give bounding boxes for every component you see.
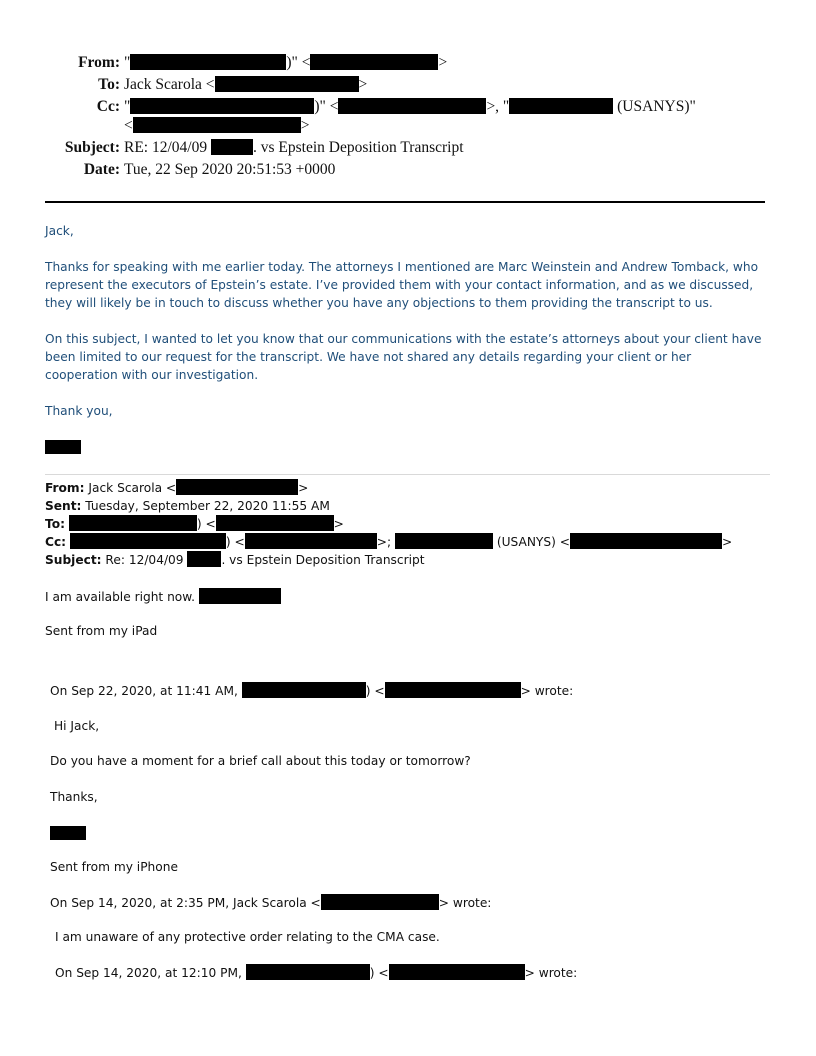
quoted-from-value: Jack Scarola <	[88, 481, 177, 495]
body-greeting: Jack,	[45, 224, 74, 238]
quoted-cc-mid2: >;	[376, 535, 392, 549]
quoted4-intro-mid: ) <	[369, 966, 389, 980]
signature-redaction	[45, 440, 81, 454]
quoted-from-row	[45, 479, 308, 497]
cc-usanys: (USANYS)"	[617, 98, 696, 115]
quoted3-intro-post: > wrote:	[438, 896, 492, 910]
quoted4-intro	[55, 964, 577, 982]
quoted-to-row	[45, 515, 344, 533]
to-name: Jack Scarola <	[124, 76, 215, 93]
subject-pre: RE: 12/04/09	[124, 139, 208, 156]
body-paragraph-2: On this subject, I wanted to let you know that our communications with the estate’s attorneys about your client have been limited to our request for the transcript. We have not shared any details regarding your client or her cooperation with our investigation.	[45, 332, 762, 382]
subject-post: . vs Epstein Deposition Transcript	[252, 139, 464, 156]
header-date-value: Tue, 22 Sep 2020 20:51:53 +0000	[124, 161, 336, 178]
cc-mid1: )" <	[314, 98, 339, 115]
quoted2-signature-redaction	[50, 826, 86, 840]
redaction	[310, 54, 438, 70]
redaction	[246, 964, 370, 980]
quoted4-intro-post: > wrote:	[524, 966, 578, 980]
quoted1-signature: Sent from my iPad	[45, 624, 158, 638]
quoted3-intro-pre: On Sep 14, 2020, at 2:35 PM, Jack Scarola <	[50, 896, 321, 910]
quoted-to-label: To:	[45, 517, 65, 531]
quoted-to-suffix: >	[333, 517, 344, 531]
redaction	[389, 964, 525, 980]
from-mid: )" <	[286, 54, 311, 71]
quoted-subject-row	[45, 551, 425, 569]
cc-mid2: >, "	[486, 98, 510, 115]
quoted-subject-pre: Re: 12/04/09	[105, 553, 184, 567]
quoted3-body: I am unaware of any protective order relating to the CMA case.	[55, 930, 440, 944]
redaction	[187, 551, 221, 567]
header-subject-label: Subject:	[64, 139, 120, 156]
quoted4-intro-pre: On Sep 14, 2020, at 12:10 PM,	[55, 966, 242, 980]
header-divider	[45, 201, 765, 203]
header-to-value	[124, 76, 367, 94]
redaction	[395, 533, 493, 549]
redaction	[69, 515, 197, 531]
quoted-subject-post: . vs Epstein Deposition Transcript	[221, 553, 425, 567]
quoted-cc-row	[45, 533, 732, 551]
redaction	[70, 533, 226, 549]
redaction	[385, 682, 521, 698]
body-paragraph-1: Thanks for speaking with me earlier today. The attorneys I mentioned are Marc Weinstein and Andrew Tomback, who represent the executors of Epstein’s estate. I’ve provided them with your contact information, and as we discussed, they will likely be in touch to discuss whether you have any objections to them providing the transcript to us.	[45, 260, 759, 310]
quoted-cc-suffix: >	[721, 535, 733, 549]
quoted1-body: I am available right now.	[45, 590, 195, 604]
header-to-label: To:	[98, 76, 120, 93]
cc-quote: "	[124, 98, 131, 115]
redaction	[130, 98, 314, 114]
quoted-divider	[45, 474, 770, 475]
quoted2-intro	[50, 682, 573, 700]
quoted-cc-mid: ) <	[225, 535, 245, 549]
header-cc-value	[124, 98, 696, 116]
header-from-value	[124, 54, 447, 72]
redaction	[176, 479, 298, 495]
redaction	[211, 139, 253, 155]
from-quote: "	[124, 54, 131, 71]
quoted2-thanks: Thanks,	[50, 790, 98, 804]
quoted3-intro	[50, 894, 491, 912]
redaction	[242, 682, 366, 698]
quoted-sent-label: Sent:	[45, 499, 82, 513]
header-date-label: Date:	[83, 161, 120, 178]
redaction	[321, 894, 439, 910]
from-suffix: >	[438, 54, 448, 71]
header-cc-label: Cc:	[96, 98, 120, 115]
redaction	[133, 117, 301, 133]
quoted-from-suffix: >	[298, 481, 309, 495]
redaction	[216, 515, 334, 531]
quoted2-intro-mid: ) <	[365, 684, 385, 698]
body-closing: Thank you,	[45, 404, 113, 418]
quoted2-intro-post: > wrote:	[520, 684, 574, 698]
to-suffix: >	[358, 76, 368, 93]
redaction	[509, 98, 613, 114]
redaction	[130, 54, 286, 70]
quoted-from-label: From:	[45, 481, 85, 495]
quoted-cc-label: Cc:	[45, 535, 67, 549]
quoted2-greeting: Hi Jack,	[54, 719, 100, 733]
quoted2-signature: Sent from my iPhone	[50, 860, 178, 874]
header-cc-value2	[124, 117, 310, 135]
quoted2-intro-pre: On Sep 22, 2020, at 11:41 AM,	[50, 684, 238, 698]
quoted2-question: Do you have a moment for a brief call about this today or tomorrow?	[50, 754, 471, 768]
header-from-label: From:	[78, 54, 120, 71]
quoted-cc-usanys: (USANYS) <	[496, 535, 570, 549]
quoted-to-mid: ) <	[196, 517, 216, 531]
redaction	[570, 533, 722, 549]
quoted-sent-row	[45, 497, 330, 515]
quoted1-body-row	[45, 588, 281, 606]
redaction	[338, 98, 486, 114]
header-subject-value	[124, 139, 464, 157]
cc2-suffix: >	[300, 117, 310, 134]
redaction	[245, 533, 377, 549]
quoted-sent-value: Tuesday, September 22, 2020 11:55 AM	[85, 499, 330, 513]
redaction	[215, 76, 359, 92]
cc2-prefix: <	[124, 117, 133, 134]
quoted-subject-label: Subject:	[45, 553, 102, 567]
redaction	[199, 588, 281, 604]
